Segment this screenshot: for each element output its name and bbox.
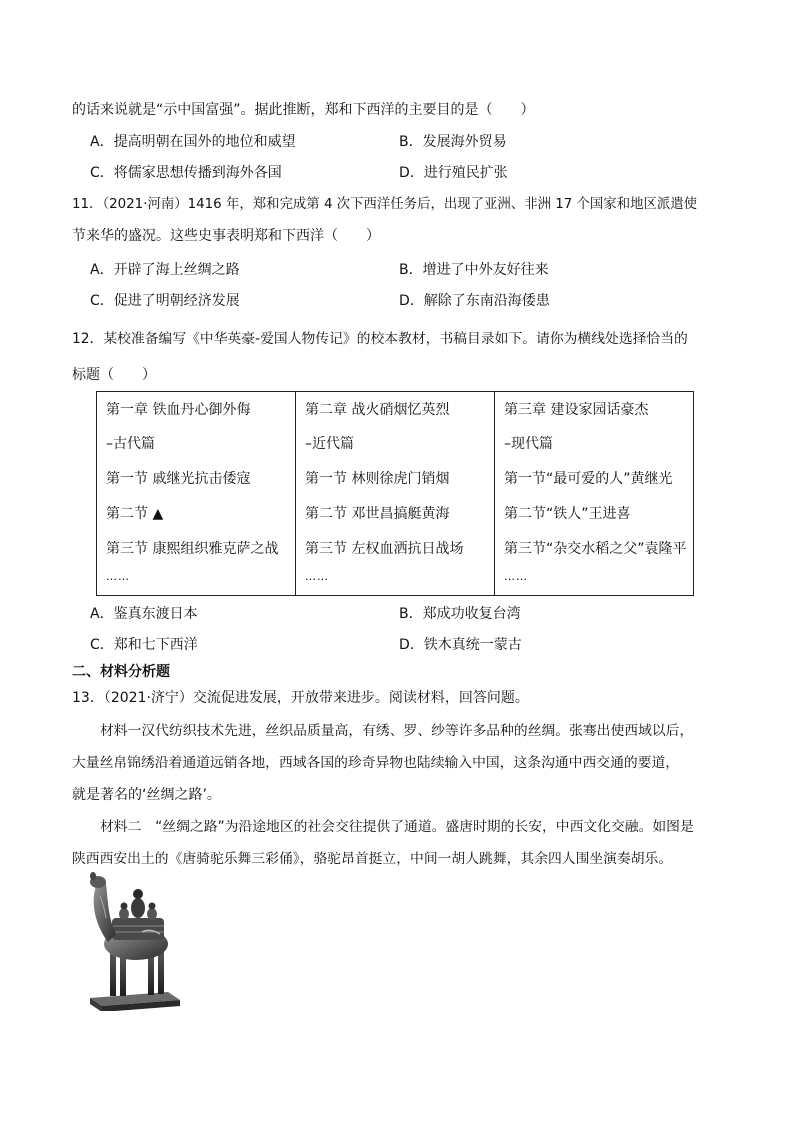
- section-item: 第一节“最可爱的人”黄继光: [504, 471, 673, 487]
- contents-column-modern: [296, 392, 495, 596]
- ellipsis: ……: [305, 570, 329, 583]
- ellipsis: ……: [106, 570, 130, 583]
- q12-option-d: D．铁木真统一蒙古: [399, 637, 522, 653]
- section-heading: 二、材料分析题: [72, 664, 170, 680]
- section-item: 第三节 左权血洒抗日战场: [305, 541, 464, 557]
- tang-camel-figurine-image: [86, 856, 181, 1011]
- q11-option-b: B．增进了中外友好往来: [399, 262, 549, 278]
- material-1-line2: 大量丝帛锦绣沿着通道远销各地，西域各国的珍奇异物也陆续输入中国，这条沟通中西交通的要道，: [72, 755, 680, 771]
- material-1-line3: 就是著名的‘丝绸之路’。: [72, 787, 221, 803]
- book-contents-table: [96, 391, 694, 596]
- chapter-title: 第二章 战火硝烟忆英烈: [305, 402, 450, 418]
- material-2-line1: 材料二 “丝绸之路”为沿途地区的社会交往提供了通道。盛唐时期的长安，中西文化交融。如图是: [100, 819, 694, 835]
- contents-column-contemporary: [495, 392, 694, 596]
- section-item: 第二节 邓世昌搞艇黄海: [305, 506, 450, 522]
- q11-stem-line2: 节来华的盛况。这些史事表明郑和下西洋（ ）: [72, 228, 380, 244]
- chapter-subtitle: –现代篇: [504, 436, 553, 452]
- chapter-subtitle: –古代篇: [106, 436, 155, 452]
- q11-option-d: D．解除了东南沿海倭患: [399, 293, 550, 309]
- q10-option-b: B．发展海外贸易: [399, 134, 507, 150]
- q12-option-b: B．郑成功收复台湾: [399, 606, 521, 622]
- q12-stem-line1: 12．某校准备编写《中华英豪-爱国人物传记》的校本教材，书稿目录如下。请你为横线处选择恰当的: [72, 331, 688, 347]
- chapter-title: 第一章 铁血丹心御外侮: [106, 402, 251, 418]
- q13-stem: 13．（2021·济宁）交流促进发展，开放带来进步。阅读材料，回答问题。: [72, 690, 529, 706]
- section-item: 第二节“铁人”王进喜: [504, 506, 631, 522]
- q12-stem-line2: 标题（ ）: [72, 367, 156, 383]
- section-item: 第三节“杂交水稻之父”袁隆平: [504, 541, 687, 557]
- q10-option-a: A．提高明朝在国外的地位和威望: [90, 134, 296, 150]
- q11-option-c: C．促进了明朝经济发展: [90, 293, 240, 309]
- ellipsis: ……: [504, 570, 528, 583]
- q10-option-d: D．进行殖民扩张: [399, 165, 508, 181]
- q12-option-c: C．郑和七下西洋: [90, 637, 198, 653]
- chapter-subtitle: –近代篇: [305, 436, 354, 452]
- section-item: 第一节 林则徐虎门销烟: [305, 471, 450, 487]
- material-1-line1: 材料一汉代纺织技术先进，丝织品质量高，有绣、罗、纱等许多品种的丝绸。张骞出使西域以后，: [100, 723, 694, 739]
- q11-option-a: A．开辟了海上丝绸之路: [90, 262, 240, 278]
- q12-option-a: A．鉴真东渡日本: [90, 606, 198, 622]
- q11-stem-line1: 11．（2021·河南）1416 年，郑和完成第 4 次下西洋任务后，出现了亚洲、非洲 17 个国家和地区派遣使: [72, 197, 698, 212]
- contents-column-ancient: [97, 392, 296, 596]
- material-2-line2: 陕西西安出土的《唐骑驼乐舞三彩俑》，骆驼昂首挺立，中间一胡人跳舞，其余四人围坐演奏胡乐。: [72, 851, 673, 867]
- section-item-blank: 第二节 ▲: [106, 506, 164, 522]
- section-item: 第三节 康熙组织雅克萨之战: [106, 541, 279, 557]
- q10-stem: 的话来说就是“示中国富强”。据此推断，郑和下西洋的主要目的是（ ）: [72, 102, 535, 118]
- chapter-title: 第三章 建设家园话豪杰: [504, 402, 649, 418]
- section-item: 第一节 戚继光抗击倭寇: [106, 471, 251, 487]
- q10-option-c: C．将儒家思想传播到海外各国: [90, 165, 282, 181]
